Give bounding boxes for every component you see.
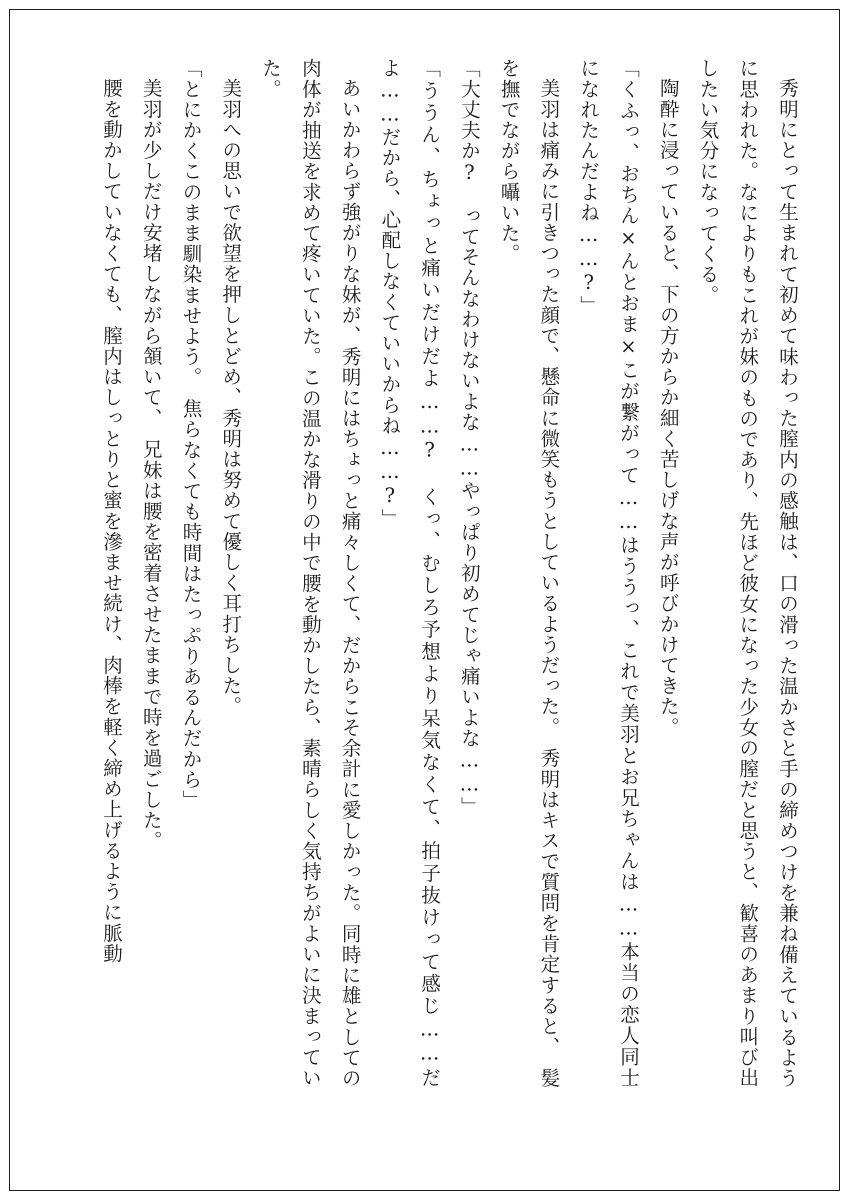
- paragraph: 美羽は痛みに引きつった顔で、懸命に微笑もうとしているようだった。 秀明はキスで質問を肯定すると、 髪を撫でながら囁いた。: [497, 58, 561, 1088]
- paragraph: 美羽への思いで欲望を押しとどめ、秀明は努めて優しく耳打ちした。: [219, 77, 243, 717]
- novel-body-text: [99, 58, 807, 1088]
- paragraph: 「大丈夫か? ってそんなわけないよな……やっぱり初めてじゃ痛いよな……」: [457, 58, 481, 818]
- paragraph: 「くふっ、おちん×んとおま×こが繋がって……はううっ、これで美羽とお兄ちゃんは……本当の恋人同士になれたんだよね……?」: [577, 58, 640, 1088]
- paragraph: あいかわらず強がりな妹が、秀明にはちょっと痛々しくて、だからこそ余計に愛しかった。同時に雄としての肉体が抽送を求めて疼いていた。この温かな滑りの中で腰を動かしたら、素晴らしく気持ちがよいに決まっていた。: [259, 58, 362, 1088]
- paragraph: 秀明にとって生まれて初めて味わった膣内の感触は、口の滑った温かさと手の締めつけを兼ね備えているように思われた。なによりもこれが妹のものであり、先ほど彼女になった少女の膣だと思うと、歓喜のあまり叫び出したい気分になってくる。: [696, 58, 799, 1088]
- paragraph: 腰を動かしていなくても、膣内はしっとりと蜜を滲ませ続け、肉棒を軽く締め上げるように脈動: [99, 77, 123, 964]
- paragraph: 「とにかくこのまま馴染ませよう。 焦らなくても時間はたっぷりあるんだから」: [179, 58, 203, 811]
- paragraph: 美羽が少しだけ安堵しながら頷いて、 兄妹は腰を密着させたままで時を過ごした。: [139, 77, 163, 851]
- paragraph: 陶酔に浸っていると、下の方からか細く苦しげな声が呼びかけてきた。: [656, 77, 680, 737]
- paragraph: 「ううん、ちょっと痛いだけだよ……? くっ、むしろ予想より呆気なくて、拍子抜けって感じ……だよ……だから、心配しなくていいからね……?」: [378, 58, 442, 1088]
